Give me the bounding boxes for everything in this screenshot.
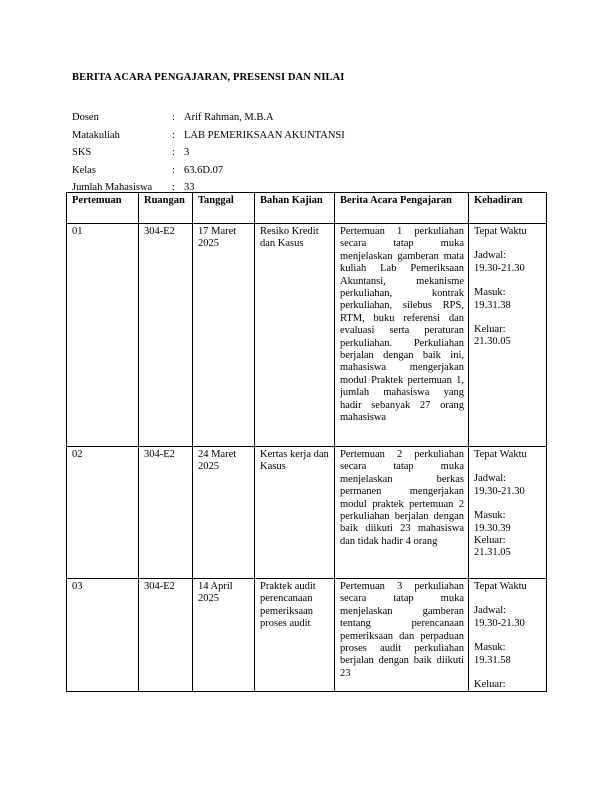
check-in-label: Masuk: [474, 287, 506, 299]
spacer [474, 312, 542, 324]
spacer [474, 593, 542, 605]
spacer [474, 238, 542, 250]
info-label: Dosen [72, 112, 99, 123]
cell-bahan-kajian: Kertas kerja dan Kasus [255, 447, 335, 579]
header-tanggal: Tanggal [193, 193, 255, 224]
check-out-value: 21.31.05 [474, 547, 511, 559]
info-colon: : [172, 182, 175, 193]
attendance-status: Tepat Waktu [474, 449, 527, 460]
cell-kehadiran [469, 224, 547, 447]
cell-kehadiran [469, 447, 547, 579]
check-in-value: 19.31.38 [474, 299, 511, 311]
cell-pertemuan: 01 [67, 224, 139, 447]
document-title: BERITA ACARA PENGAJARAN, PRESENSI DAN NILAI [72, 72, 345, 83]
schedule-value: 19.30-21.30 [474, 262, 525, 274]
cell-tanggal: 14 April 2025 [193, 579, 255, 692]
course-info [72, 112, 492, 200]
info-colon: : [172, 112, 175, 123]
cell-tanggal: 17 Maret 2025 [193, 224, 255, 447]
info-colon: : [172, 147, 175, 158]
check-out-label: Keluar: [474, 679, 506, 691]
check-in-value: 19.30.39 [474, 522, 511, 534]
schedule-value: 19.30-21.30 [474, 617, 525, 629]
spacer [474, 498, 542, 510]
cell-ruangan: 304-E2 [139, 579, 193, 692]
header-pertemuan: Pertemuan [67, 193, 139, 224]
header-berita-acara: Berita Acara Pengajaran [335, 193, 469, 224]
check-in-label: Masuk: [474, 510, 506, 522]
info-colon: : [172, 129, 175, 141]
header-bahan-kajian: Bahan Kajian [255, 193, 335, 224]
cell-tanggal: 24 Maret 2025 [193, 447, 255, 579]
check-out-label: Keluar: [474, 535, 506, 547]
attendance-status: Tepat Waktu [474, 581, 527, 592]
cell-ruangan: 304-E2 [139, 447, 193, 579]
spacer [474, 630, 542, 642]
spacer [474, 461, 542, 473]
table-row [67, 447, 547, 579]
schedule-value: 19.30-21.30 [474, 485, 525, 497]
check-in-value: 19.31.58 [474, 654, 511, 666]
info-row-sks [72, 147, 492, 165]
cell-berita-acara: Pertemuan 2 perkuliahan secara tatap muka menjelaskan berkas permanen mengerjakan modul praktek pertemuan 2 perkuliahan berjalan dengan baik diikuti 23 mahasiswa dan tidak hadir 4 orang [335, 447, 469, 579]
check-in-label: Masuk: [474, 642, 506, 654]
cell-berita-acara: Pertemuan 3 perkuliahan secara tatap muka menjelaskan gamberan tentang perencanaan pemeriksaan dan perpaduan proses audit perkuliahan berjalan dengan baik diikuti 23 [335, 579, 469, 692]
table-header-row [67, 193, 547, 224]
cell-kehadiran [469, 579, 547, 692]
cell-bahan-kajian: Praktek audit perencanaan pemeriksaan proses audit [255, 579, 335, 692]
cell-berita-acara: Pertemuan 1 perkuliahan secara tatap muka menjelaskan gamberan mata kuliah Lab Pemeriksaan Akuntansi, mekanisme perkuliahan, kontrak perkuliahan, silebus RPS, RTM, buku referensi dan evaluasi serta peraturan perkuliahan. Perkuliahan berjalan dengan baik ini, mahasiswa mengerjakan modul Praktek pertemuan 1, jumlah mahasiswa yang hadir sebanyak 27 orang mahasiswa [335, 224, 469, 447]
info-label: Matakuliah [72, 129, 120, 141]
info-value: 63.6D.07 [184, 164, 224, 176]
info-label: SKS [72, 147, 92, 158]
spacer [474, 275, 542, 287]
check-out-value: 21.30.05 [474, 336, 511, 348]
cell-pertemuan: 02 [67, 447, 139, 579]
info-value: LAB PEMERIKSAAN AKUNTANSI [184, 129, 345, 141]
schedule-label: Jadwal: [474, 605, 507, 617]
info-row-kelas [72, 165, 492, 183]
schedule-label: Jadwal: [474, 473, 507, 485]
schedule-label: Jadwal: [474, 250, 507, 262]
attendance-table [66, 192, 547, 692]
info-row-matakuliah [72, 130, 492, 148]
table-row [67, 579, 547, 692]
attendance-status: Tepat Waktu [474, 226, 527, 237]
info-value: Arif Rahman, M.B.A [184, 112, 274, 123]
info-label: Jumlah Mahasiswa [72, 182, 153, 193]
info-label: Kelas [72, 164, 96, 176]
header-kehadiran: Kehadiran [469, 193, 547, 224]
info-row-dosen [72, 112, 492, 130]
table-row [67, 224, 547, 447]
info-value: 3 [184, 147, 190, 158]
info-colon: : [172, 164, 175, 176]
info-value: 33 [184, 182, 195, 193]
cell-ruangan: 304-E2 [139, 224, 193, 447]
header-ruangan: Ruangan [139, 193, 193, 224]
cell-pertemuan: 03 [67, 579, 139, 692]
spacer [474, 667, 542, 679]
cell-bahan-kajian: Resiko Kredit dan Kasus [255, 224, 335, 447]
check-out-label: Keluar: [474, 324, 506, 336]
